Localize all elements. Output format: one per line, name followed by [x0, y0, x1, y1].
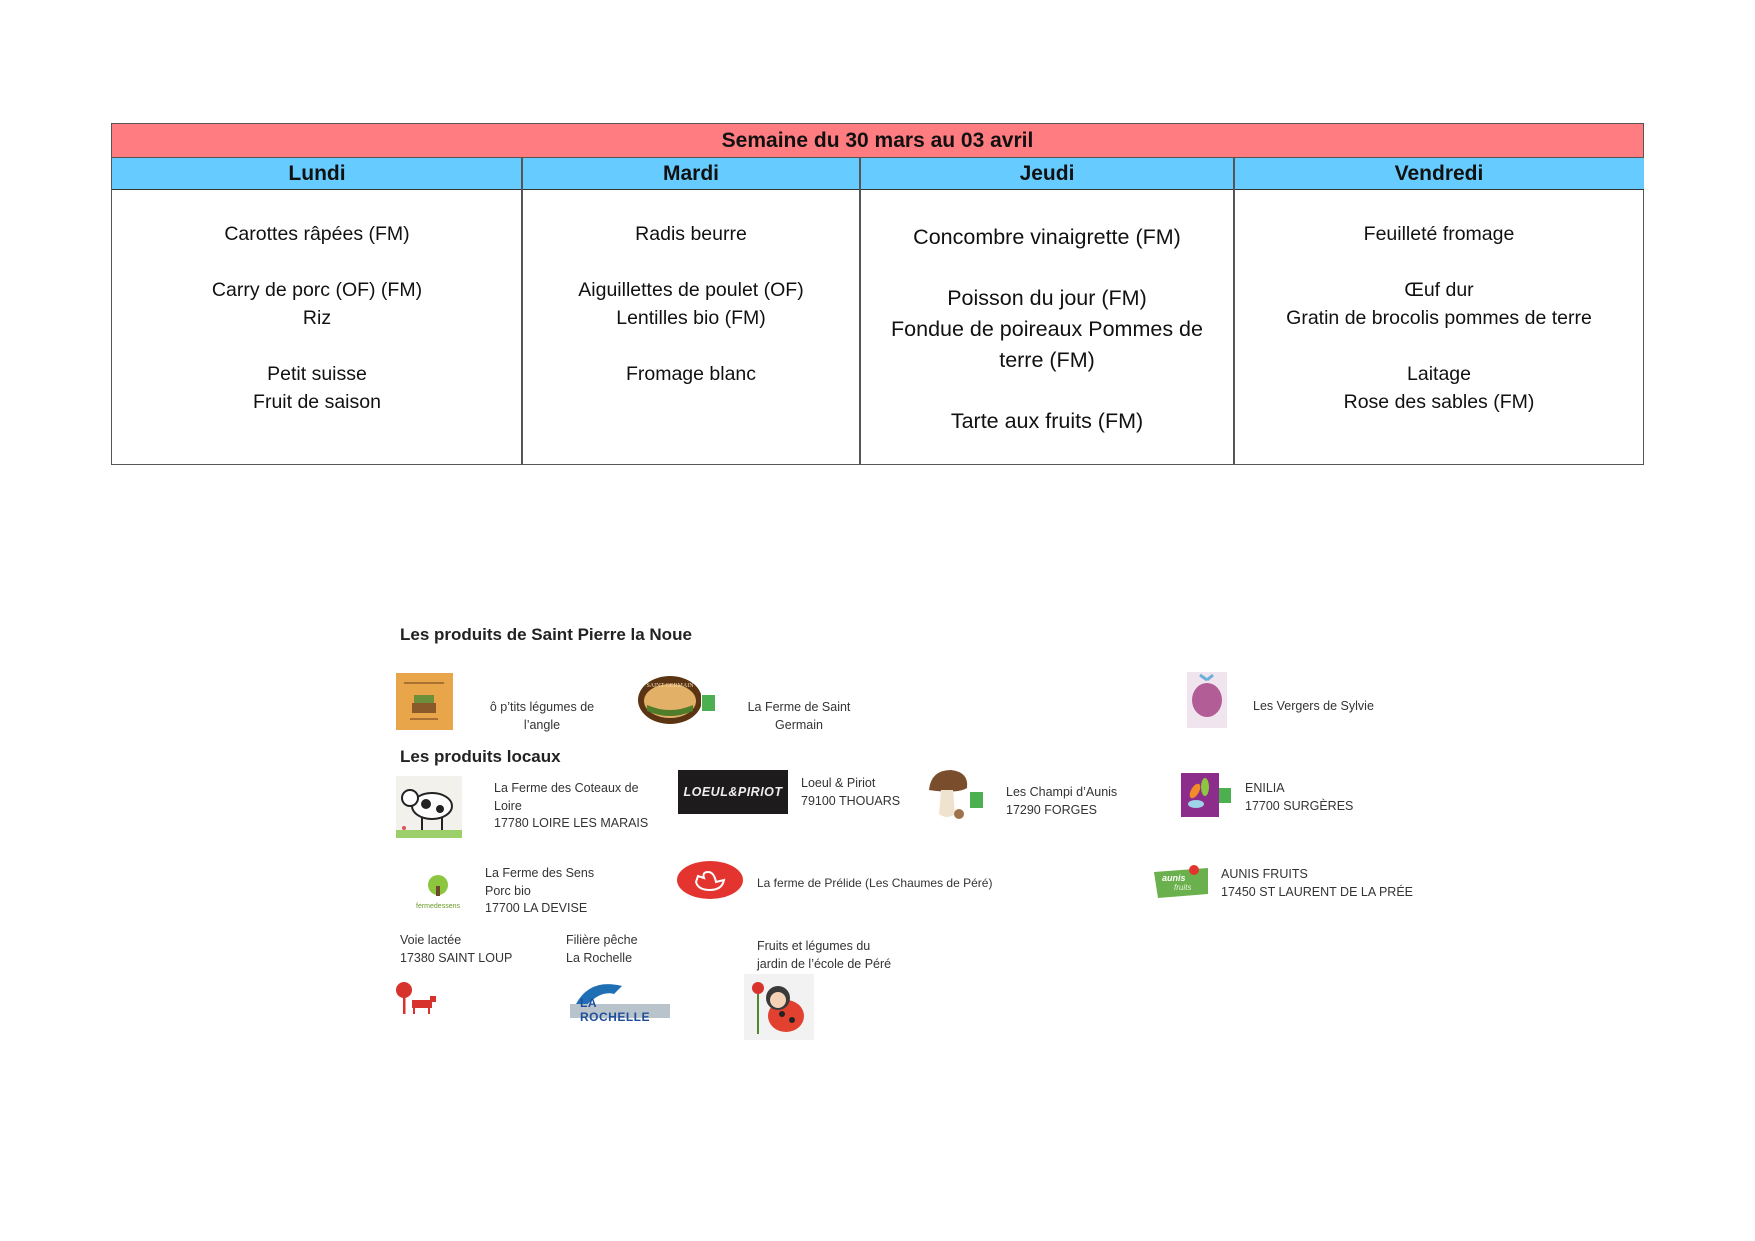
- section-title-saint-pierre: Les produits de Saint Pierre la Noue: [400, 625, 692, 644]
- producer-name: Les Vergers de Sylvie: [1253, 699, 1374, 713]
- day-cell-vendredi: [1234, 190, 1644, 464]
- dish-item: Tarte aux fruits (FM): [950, 409, 1144, 433]
- producer-address: La Ferme des Coteaux de Loire 17780 LOIRE LES MARAIS: [494, 781, 649, 830]
- svg-text:SAINT GERMAIN: SAINT GERMAIN: [646, 683, 694, 689]
- weekly-menu-table: [111, 123, 1644, 465]
- organic-ab-icon: [970, 792, 983, 808]
- dish-item: Radis beurre: [635, 223, 747, 245]
- dish-item: Rose des sables (FM): [1343, 391, 1535, 413]
- producer-address: La ferme de Prélide (Les Chaumes de Péré): [757, 876, 993, 890]
- section-title-local: Les produits locaux: [400, 747, 561, 766]
- producer-address: Fruits et légumes du jardin de l’école de Péré: [757, 939, 892, 971]
- loeul-piriot-logo: LOEUL&PIRIOT: [678, 770, 788, 814]
- dish-item: Gratin de brocolis pommes de terre: [1286, 307, 1592, 329]
- producer-address: Voie lactée 17380 SAINT LOUP: [400, 933, 513, 965]
- producer-address: Filière pêche La Rochelle: [566, 933, 638, 965]
- apple-logo: [1187, 672, 1227, 728]
- day-cell-jeudi: [860, 190, 1234, 464]
- producer-address: AUNIS FRUITS 17450 ST LAURENT DE LA PRÉE: [1221, 867, 1413, 899]
- dish-item: Laitage: [1407, 363, 1471, 385]
- saint-germain-farm-logo: [637, 675, 703, 725]
- dish-item: Fondue de poireaux Pommes de: [891, 317, 1203, 341]
- dish-item: Petit suisse: [267, 363, 367, 385]
- aunis-fruits-logo: aunis fruits: [1152, 864, 1210, 900]
- menu-week-title: Semaine du 30 mars au 03 avril: [112, 124, 1643, 158]
- duck-logo: [676, 860, 744, 900]
- day-header-mardi: Mardi: [522, 158, 860, 190]
- dish-item: Feuilleté fromage: [1363, 223, 1515, 245]
- mushroom-logo: [927, 768, 971, 820]
- vegetable-basket-logo: [396, 673, 453, 730]
- producer-name: ô p’tits légumes de l’angle: [489, 700, 595, 732]
- dish-item: Carry de porc (OF) (FM): [211, 279, 423, 301]
- day-header-jeudi: Jeudi: [860, 158, 1234, 190]
- day-cell-mardi: [522, 190, 860, 464]
- dish-item: Fruit de saison: [253, 391, 381, 413]
- day-cell-lundi: [112, 190, 522, 464]
- dish-item: terre (FM): [999, 348, 1095, 372]
- producer-address: Les Champi d’Aunis 17290 FORGES: [1006, 785, 1118, 817]
- enilia-logo: [1181, 773, 1219, 823]
- organic-ab-icon: [1219, 788, 1231, 803]
- dish-item: Œuf dur: [1404, 279, 1474, 301]
- ladybug-logo: [744, 974, 814, 1040]
- day-header-lundi: Lundi: [112, 158, 522, 190]
- tree-cow-logo: [394, 980, 438, 1016]
- dish-item: Riz: [302, 307, 332, 329]
- ferme-des-sens-logo: fermedessens: [408, 874, 468, 910]
- organic-ab-icon: [701, 694, 716, 712]
- producer-name: La Ferme de Saint Germain: [747, 700, 851, 732]
- dish-item: Fromage blanc: [625, 363, 757, 385]
- dish-item: Lentilles bio (FM): [616, 307, 766, 329]
- producer-address: ENILIA 17700 SURGÈRES: [1245, 781, 1354, 813]
- dish-item: Aiguillettes de poulet (OF): [578, 279, 804, 301]
- producer-address: Loeul & Piriot 79100 THOUARS: [801, 776, 901, 808]
- cow-logo: [396, 776, 462, 838]
- fish-logo: LA ROCHELLE: [570, 976, 670, 1018]
- dish-item: Concombre vinaigrette (FM): [913, 225, 1181, 249]
- dish-item: Poisson du jour (FM): [947, 286, 1147, 310]
- producer-address: La Ferme des Sens Porc bio 17700 LA DEVISE: [485, 866, 595, 915]
- dish-item: Carottes râpées (FM): [224, 223, 410, 245]
- day-header-vendredi: Vendredi: [1234, 158, 1644, 190]
